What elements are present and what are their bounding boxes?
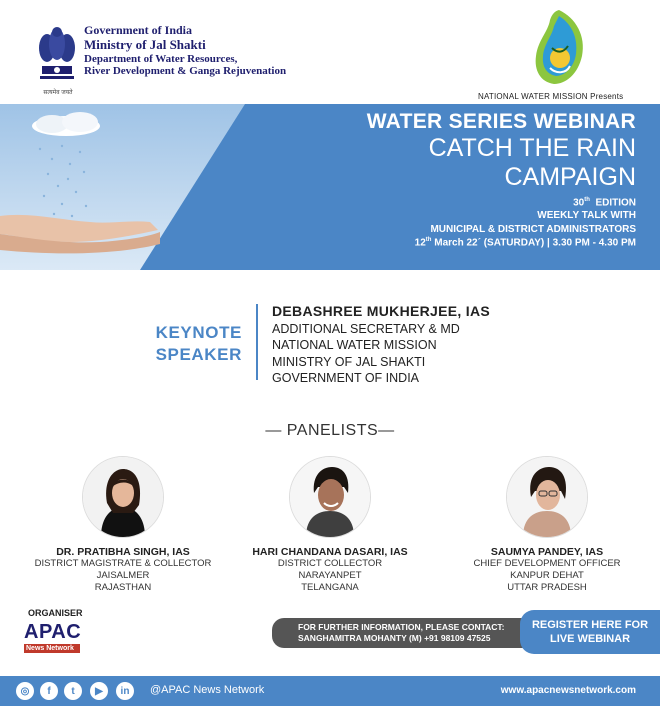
speaker-line: MINISTRY OF JAL SHAKTI xyxy=(272,354,426,369)
national-water-mission-logo xyxy=(530,8,588,88)
date-time-line xyxy=(367,236,636,250)
date-day: 12 xyxy=(414,237,426,249)
date-suffix: th xyxy=(425,237,432,244)
edition-info xyxy=(367,196,636,251)
panelist-detail: JAISALMER xyxy=(96,570,150,582)
emblem-caption: सत्यमेव जयते xyxy=(43,90,73,96)
panelist-photo-icon xyxy=(83,457,163,537)
gov-line-4: River Development & Ganga Rejuvenation xyxy=(84,65,287,78)
contact-info xyxy=(272,618,532,648)
contact-line-2: SANGHAMITRA MOHANTY (M) +91 98109 47525 xyxy=(298,633,491,644)
weekly-talk-line: WEEKLY TALK WITH xyxy=(537,210,636,222)
national-emblem-icon xyxy=(36,22,78,88)
gov-line-2: Ministry of Jal Shakti xyxy=(84,36,206,52)
keynote-label-1: KEYNOTE xyxy=(155,323,242,342)
panelist-card xyxy=(442,456,652,594)
apac-logo-text: APAC xyxy=(24,621,82,643)
panelist-detail: KANPUR DEHAT xyxy=(510,570,584,582)
panelist-photo-icon xyxy=(507,457,587,537)
keynote-speaker-details xyxy=(272,302,490,387)
instagram-icon[interactable]: ◎ xyxy=(16,682,34,700)
campaign-line-2: CAMPAIGN xyxy=(504,162,636,191)
campaign-line-1: CATCH THE RAIN xyxy=(428,134,636,162)
edition-line xyxy=(367,196,636,210)
panelist-name: SAUMYA PANDEY, IAS xyxy=(490,546,604,558)
keynote-divider xyxy=(256,304,258,380)
register-label-2: LIVE WEBINAR xyxy=(549,633,631,645)
edition-suffix: th xyxy=(584,196,590,203)
panelist-name: DR. PRATIBHA SINGH, IAS xyxy=(56,546,190,558)
organiser-label: ORGANISER xyxy=(28,608,83,618)
edition-word: EDITION xyxy=(595,196,636,208)
government-header xyxy=(84,24,286,78)
apac-logo xyxy=(24,622,86,658)
gov-line-3: Department of Water Resources, xyxy=(84,52,238,65)
linkedin-icon[interactable]: in xyxy=(116,682,134,700)
panelist-card xyxy=(18,456,228,594)
apac-logo-subtext: News Network xyxy=(24,644,80,653)
edition-number: 30 xyxy=(573,196,585,208)
keynote-speaker-label xyxy=(148,322,242,366)
register-label-1: REGISTER HERE FOR xyxy=(531,618,649,631)
administrators-line: MUNICIPAL & DISTRICT ADMINISTRATORS xyxy=(430,223,636,235)
panelist-name: HARI CHANDANA DASARI, IAS xyxy=(252,546,408,558)
panelist-card xyxy=(225,456,435,594)
register-button[interactable] xyxy=(520,610,660,654)
speaker-line: GOVERNMENT OF INDIA xyxy=(272,371,420,386)
date-rest: March 22´ (SATURDAY) | 3.30 PM - 4.30 PM xyxy=(431,237,636,249)
nwm-presents-text: NATIONAL WATER MISSION Presents xyxy=(478,92,624,101)
panelist-detail: DISTRICT COLLECTOR xyxy=(277,558,383,569)
panelist-detail: RAJASTHAN xyxy=(94,582,152,594)
panelist-detail: TELANGANA xyxy=(301,582,359,594)
speaker-line: ADDITIONAL SECRETARY & MD xyxy=(272,321,460,336)
twitter-icon[interactable]: t xyxy=(64,682,82,700)
speaker-name: DEBASHREE MUKHERJEE, IAS xyxy=(272,303,491,319)
keynote-label-2: SPEAKER xyxy=(155,345,242,365)
panelist-detail: UTTAR PRADESH xyxy=(507,582,587,594)
website-link[interactable]: www.apacnewsnetwork.com xyxy=(500,685,636,696)
rain-hands-image xyxy=(0,104,245,270)
panelist-detail: NARAYANPET xyxy=(298,570,362,582)
social-handle: @APAC News Network xyxy=(150,684,265,696)
speaker-line: NATIONAL WATER MISSION xyxy=(272,338,437,353)
panelist-detail: CHIEF DEVELOPMENT OFFICER xyxy=(473,558,621,569)
webinar-title: WATER SERIES WEBINAR xyxy=(366,110,636,133)
panelist-photo xyxy=(289,456,371,538)
gov-line-1: Government of India xyxy=(84,23,192,37)
youtube-icon[interactable]: ▶ xyxy=(90,682,108,700)
facebook-icon[interactable]: f xyxy=(40,682,58,700)
contact-line-1: FOR FURTHER INFORMATION, PLEASE CONTACT: xyxy=(298,622,505,632)
panelist-photo xyxy=(506,456,588,538)
webinar-banner xyxy=(0,104,660,270)
panelist-photo xyxy=(82,456,164,538)
banner-text xyxy=(367,110,636,250)
panelist-detail: DISTRICT MAGISTRATE & COLLECTOR xyxy=(34,558,212,569)
panelists-heading: — PANELISTS— xyxy=(265,422,395,439)
panelist-photo-icon xyxy=(290,457,370,537)
